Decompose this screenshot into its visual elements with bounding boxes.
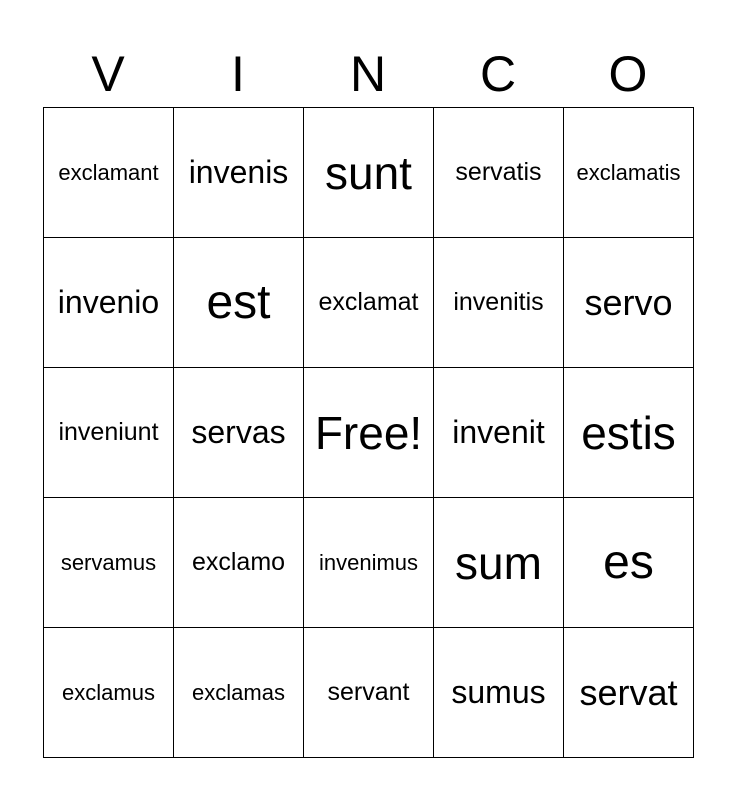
grid-cell[interactable]: invenio	[44, 238, 174, 368]
grid-row	[44, 368, 694, 498]
grid-cell[interactable]: invenis	[174, 108, 304, 238]
grid-cell[interactable]: estis	[564, 368, 694, 498]
grid-row	[44, 498, 694, 628]
bingo-grid	[43, 107, 694, 758]
grid-cell[interactable]: exclamat	[304, 238, 434, 368]
grid-cell[interactable]: exclamus	[44, 628, 174, 758]
grid-cell[interactable]: exclamas	[174, 628, 304, 758]
grid-cell[interactable]: sum	[434, 498, 564, 628]
grid-row	[44, 108, 694, 238]
grid-cell[interactable]: sumus	[434, 628, 564, 758]
header-letter-c: C	[479, 46, 517, 102]
grid-cell[interactable]: exclamatis	[564, 108, 694, 238]
grid-cell[interactable]: servas	[174, 368, 304, 498]
header-letter-n: N	[349, 46, 387, 102]
grid-cell[interactable]: servamus	[44, 498, 174, 628]
header-letter-i: I	[231, 46, 245, 102]
grid-cell[interactable]: es	[564, 498, 694, 628]
grid-cell[interactable]: exclamo	[174, 498, 304, 628]
grid-cell[interactable]: invenimus	[304, 498, 434, 628]
grid-cell[interactable]: invenit	[434, 368, 564, 498]
grid-cell[interactable]: invenitis	[434, 238, 564, 368]
grid-cell[interactable]: servo	[564, 238, 694, 368]
grid-cell[interactable]: exclamant	[44, 108, 174, 238]
header-letter-o: O	[608, 46, 648, 102]
grid-cell[interactable]: servat	[564, 628, 694, 758]
grid-row	[44, 238, 694, 368]
free-space-cell[interactable]: Free!	[304, 368, 434, 498]
grid-cell[interactable]: inveniunt	[44, 368, 174, 498]
grid-row	[44, 628, 694, 758]
grid-cell[interactable]: est	[174, 238, 304, 368]
grid-cell[interactable]: sunt	[304, 108, 434, 238]
bingo-header	[43, 42, 693, 106]
grid-cell[interactable]: servatis	[434, 108, 564, 238]
header-letter-v: V	[91, 46, 125, 102]
grid-cell[interactable]: servant	[304, 628, 434, 758]
